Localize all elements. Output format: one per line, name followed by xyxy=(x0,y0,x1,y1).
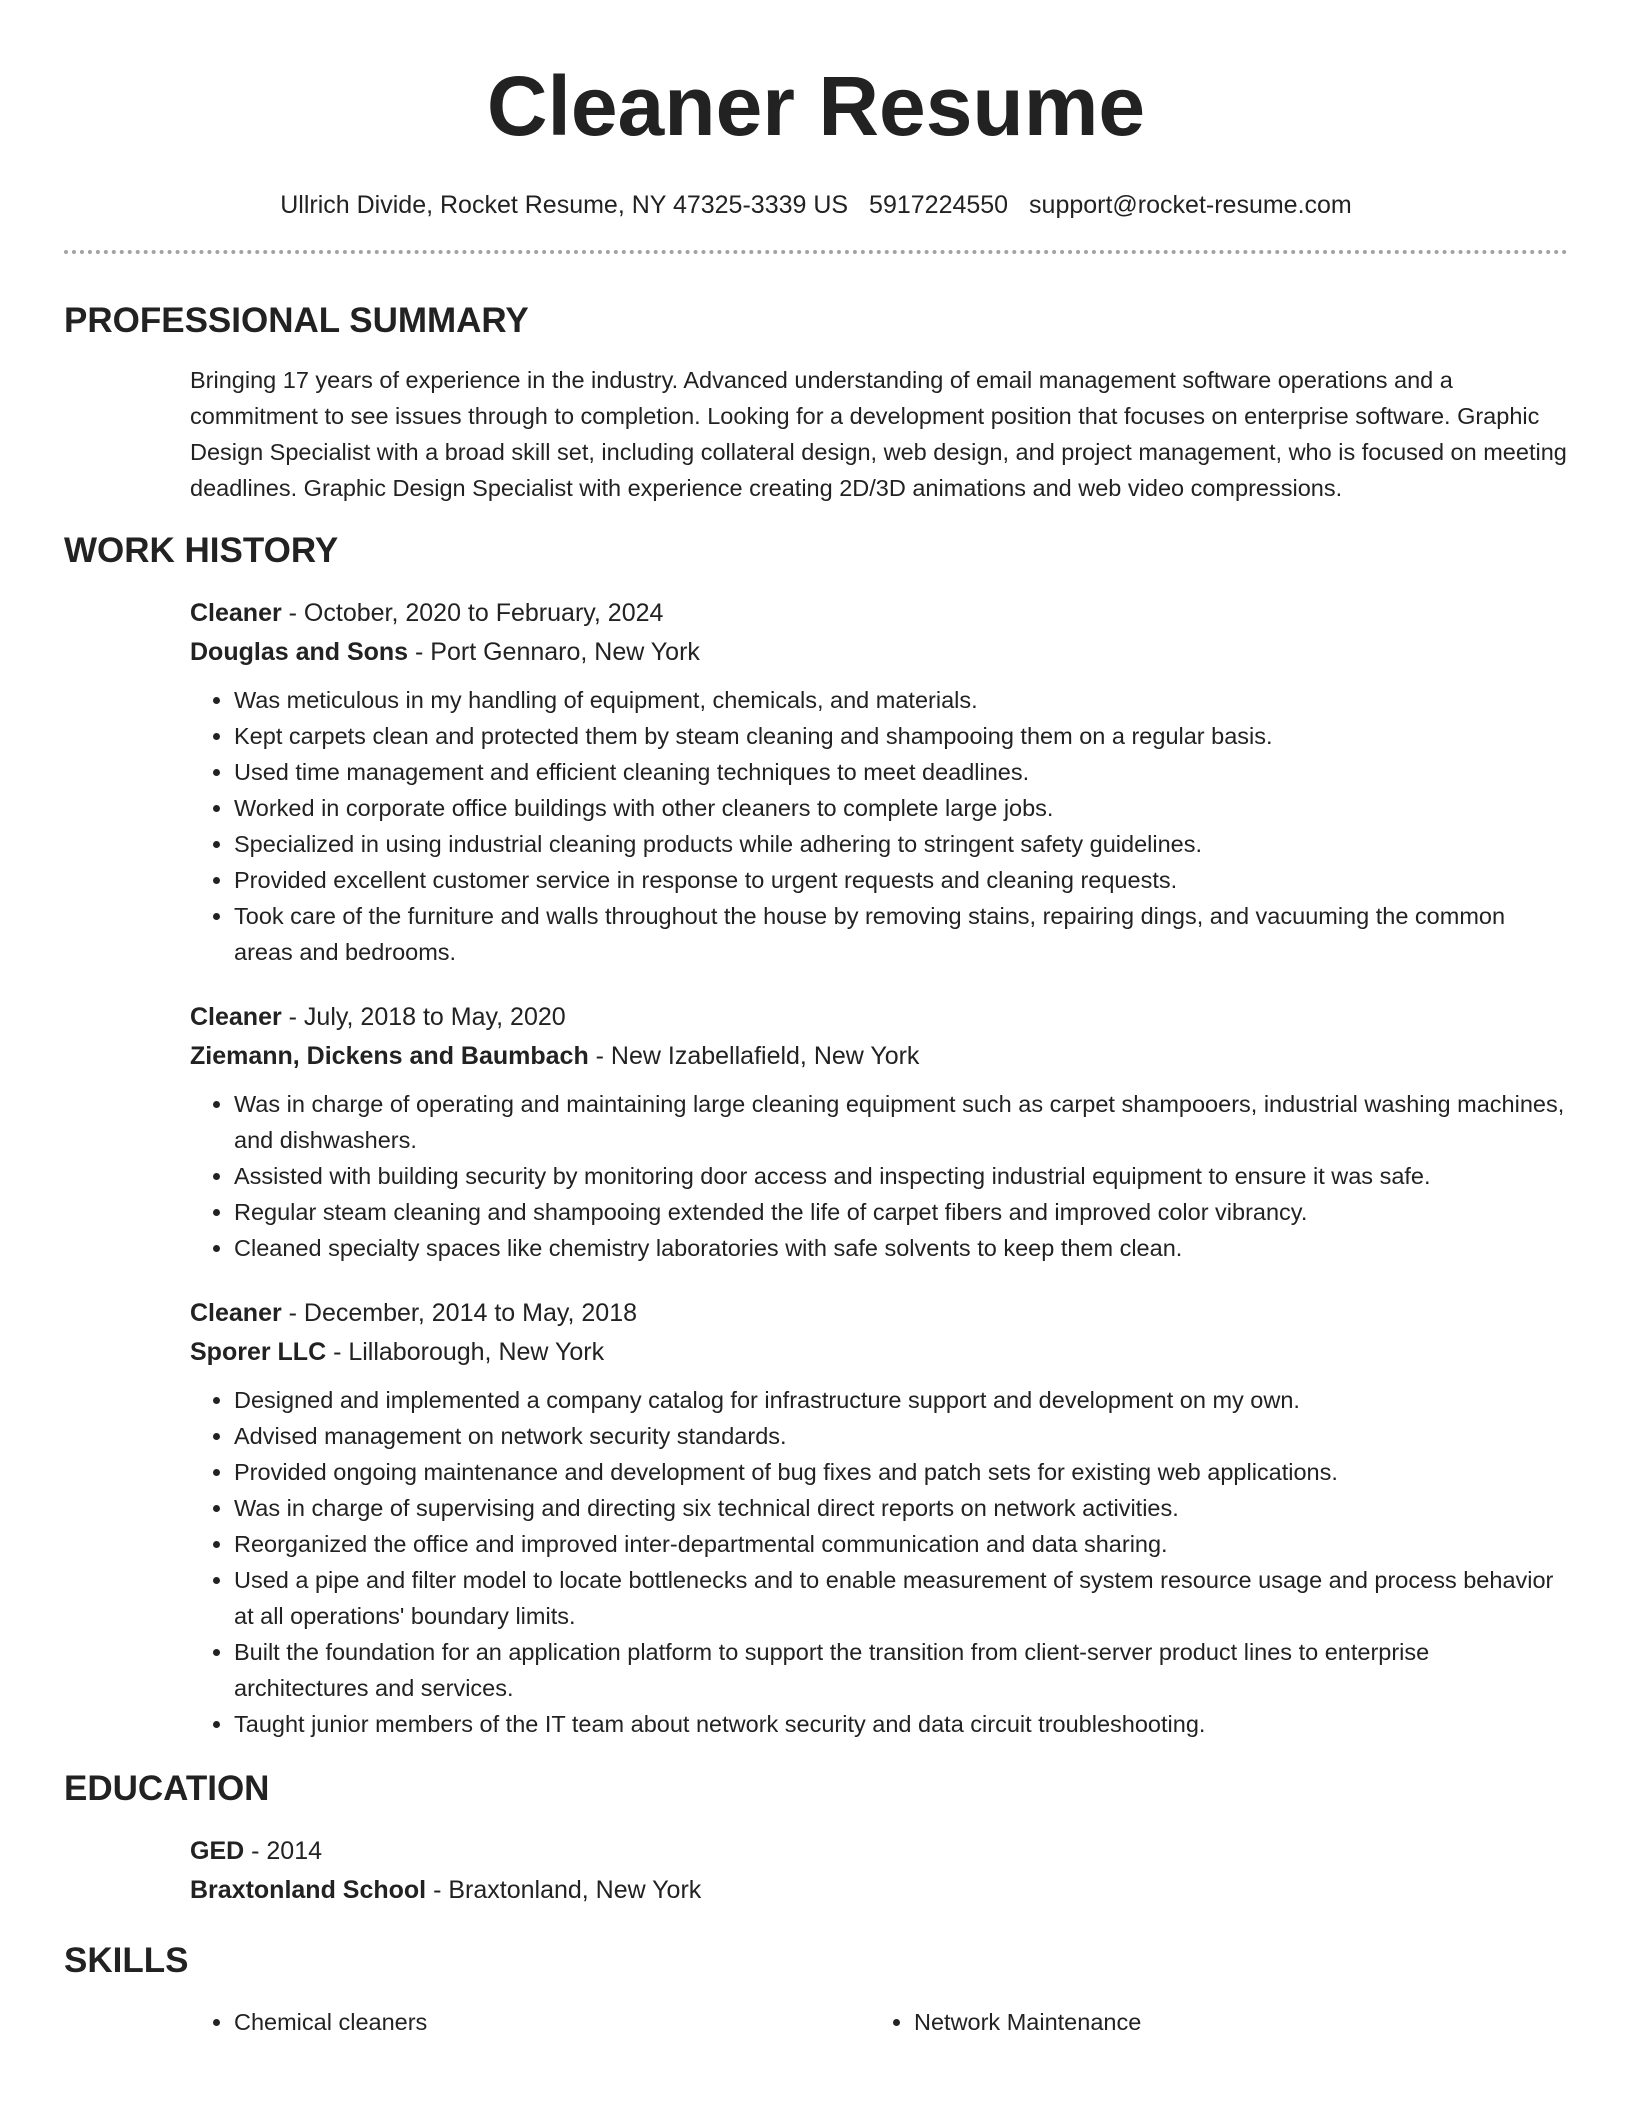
job-dates: - October, 2020 to February, 2024 xyxy=(281,599,664,627)
contact-address: Ullrich Divide, Rocket Resume, NY 47325-3339 US xyxy=(280,191,849,219)
job-company: Douglas and Sons xyxy=(190,638,409,666)
job-dates: - December, 2014 to May, 2018 xyxy=(281,1299,638,1327)
summary-text: Bringing 17 years of experience in the industry. Advanced understanding of email management software operations and a commitment to see issues through to completion. Looking for a development position that focuses on enterprise software. Graphic Design Specialist with a broad skill set, including collateral design, web design, and project management, who is focused on meeting deadlines. Graphic Design Specialist with experience creating 2D/3D animations and web video compressions. xyxy=(190,367,1567,501)
skills-heading: SKILLS xyxy=(64,1941,189,1980)
job-duty: • Provided ongoing maintenance and development of bug fixes and patch sets for existing web applications. xyxy=(234,1454,1568,1490)
job-location: - Port Gennaro, New York xyxy=(408,638,700,666)
job-duty: • Worked in corporate office buildings with other cleaners to complete large jobs. xyxy=(234,790,1568,826)
job-duty: • Provided excellent customer service in response to urgent requests and cleaning requests. xyxy=(234,862,1568,898)
education-entry xyxy=(190,1832,1568,1910)
job-title-line xyxy=(190,998,1568,1037)
skills-list-left xyxy=(190,2004,870,2040)
job-duty: • Assisted with building security by monitoring door access and inspecting industrial equipment to ensure it was safe. xyxy=(234,1158,1568,1194)
contact-line xyxy=(64,190,1568,220)
job-duty: • Reorganized the office and improved inter-departmental communication and data sharing. xyxy=(234,1526,1568,1562)
education-heading: EDUCATION xyxy=(64,1769,270,1808)
job-duty: • Specialized in using industrial cleaning products while adhering to stringent safety guidelines. xyxy=(234,826,1568,862)
job-title: Cleaner xyxy=(190,599,282,627)
job-duties-list xyxy=(190,1382,1568,1742)
work-history-heading: WORK HISTORY xyxy=(64,531,339,570)
job-duty: • Cleaned specialty spaces like chemistry laboratories with safe solvents to keep them clean. xyxy=(234,1230,1568,1266)
job-title-line xyxy=(190,594,1568,633)
job-company: Sporer LLC xyxy=(190,1338,327,1366)
job-duties-list xyxy=(190,1086,1568,1266)
job-company: Ziemann, Dickens and Baumbach xyxy=(190,1042,589,1070)
job-duty: • Advised management on network security standards. xyxy=(234,1418,1568,1454)
job-company-line xyxy=(190,1333,1568,1372)
job-duty: • Taught junior members of the IT team about network security and data circuit troubleshooting. xyxy=(234,1706,1568,1742)
education-year: - 2014 xyxy=(244,1837,323,1865)
job-duty: • Took care of the furniture and walls throughout the house by removing stains, repairing dings, and vacuuming the common areas and bedrooms. xyxy=(234,898,1568,970)
job-company-line xyxy=(190,633,1568,672)
job-duty: • Regular steam cleaning and shampooing extended the life of carpet fibers and improved color vibrancy. xyxy=(234,1194,1568,1230)
job-entry xyxy=(190,594,1568,970)
job-duty: • Used time management and efficient cleaning techniques to meet deadlines. xyxy=(234,754,1568,790)
job-duties-list xyxy=(190,682,1568,970)
job-title-line xyxy=(190,1294,1568,1333)
job-duty: • Was in charge of supervising and directing six technical direct reports on network activities. xyxy=(234,1490,1568,1526)
job-duty: • Was meticulous in my handling of equipment, chemicals, and materials. xyxy=(234,682,1568,718)
summary-heading: PROFESSIONAL SUMMARY xyxy=(64,301,529,340)
job-title: Cleaner xyxy=(190,1003,282,1031)
job-duty: • Kept carpets clean and protected them by steam cleaning and shampooing them on a regular basis. xyxy=(234,718,1568,754)
skills-list-right xyxy=(870,2004,1550,2040)
job-entry xyxy=(190,1294,1568,1742)
job-duty: • Designed and implemented a company catalog for infrastructure support and development on my own. xyxy=(234,1382,1568,1418)
education-school-line xyxy=(190,1871,1568,1910)
skills-grid xyxy=(190,2004,1568,2040)
job-duty: • Used a pipe and filter model to locate bottlenecks and to enable measurement of system resource usage and process behavior at all operations' boundary limits. xyxy=(234,1562,1568,1634)
education-degree: GED xyxy=(190,1837,245,1865)
job-entry xyxy=(190,998,1568,1266)
education-location: - Braxtonland, New York xyxy=(426,1876,702,1904)
header-divider xyxy=(64,250,1568,254)
job-title: Cleaner xyxy=(190,1299,282,1327)
contact-phone: 5917224550 xyxy=(869,191,1009,219)
job-location: - New Izabellafield, New York xyxy=(588,1042,920,1070)
job-duty: • Built the foundation for an application platform to support the transition from client-server product lines to enterprise architectures and services. xyxy=(234,1634,1568,1706)
education-school: Braxtonland School xyxy=(190,1876,427,1904)
job-location: - Lillaborough, New York xyxy=(326,1338,605,1366)
job-dates: - July, 2018 to May, 2020 xyxy=(281,1003,566,1031)
job-company-line xyxy=(190,1037,1568,1076)
skill-item: • Chemical cleaners xyxy=(234,2004,870,2040)
resume-title: Cleaner Resume xyxy=(486,59,1146,153)
education-degree-line xyxy=(190,1832,1568,1871)
job-duty: • Was in charge of operating and maintaining large cleaning equipment such as carpet shampooers, industrial washing machines, and dishwashers. xyxy=(234,1086,1568,1158)
skill-item: • Network Maintenance xyxy=(914,2004,1550,2040)
contact-email: support@rocket-resume.com xyxy=(1029,191,1352,219)
